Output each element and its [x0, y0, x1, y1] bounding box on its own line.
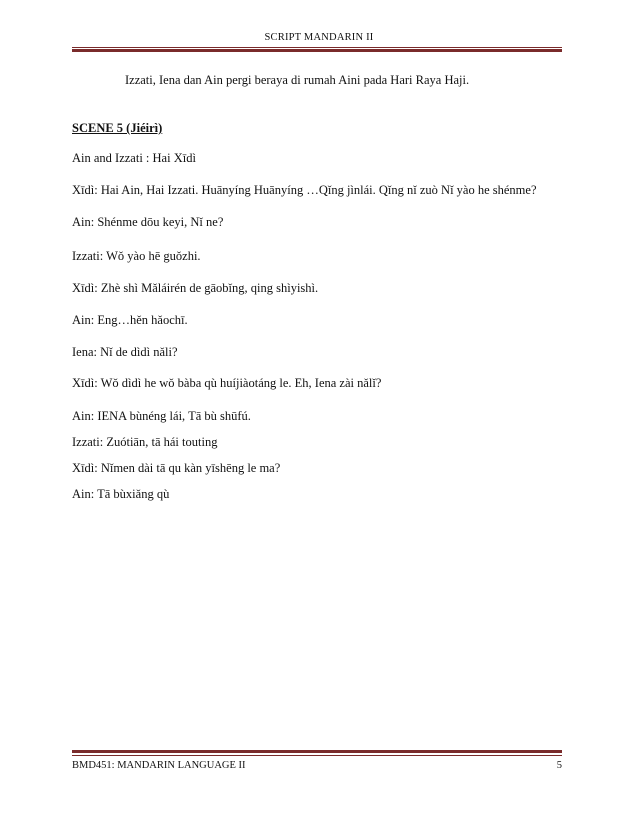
- dialogue-line: Xīdì: Wǒ dìdì he wǒ bàba qù huíjiàotáng le. Eh, Iena zài nǎlǐ?: [72, 376, 382, 390]
- page-number: 5: [556, 760, 562, 771]
- footer-rule-thick: [72, 750, 562, 753]
- dialogue-line: Izzati: Wǒ yào hē guǒzhi.: [72, 249, 201, 263]
- dialogue-line: Ain: Shénme dōu keyi, Nǐ ne?: [72, 215, 224, 229]
- dialogue-line: Xīdì: Nǐmen dài tā qu kàn yīshēng le ma?: [72, 461, 281, 475]
- dialogue-line: Ain: Tā bùxiǎng qù: [72, 487, 170, 501]
- dialogue-line: Xīdì: Zhè shì Mǎláirén de gāobǐng, qing shìyishì.: [72, 281, 319, 295]
- dialogue-line: Ain and Izzati : Hai Xīdì: [72, 151, 196, 165]
- dialogue-line: Iena: Nǐ de dìdì nǎli?: [72, 345, 178, 359]
- header-rule-thin: [72, 47, 562, 48]
- footer-course: BMD451: MANDARIN LANGUAGE II: [72, 760, 246, 771]
- header-title: SCRIPT MANDARIN II: [264, 32, 374, 43]
- scene-heading: SCENE 5 (Jiéirì): [72, 121, 163, 135]
- intro-paragraph: Izzati, Iena dan Ain pergi beraya di rumah Aini pada Hari Raya Haji.: [125, 73, 470, 87]
- dialogue-line: Ain: IENA bùnéng lái, Tā bù shūfú.: [72, 409, 251, 423]
- dialogue-line: Ain: Eng…hěn hǎochī.: [72, 313, 188, 327]
- dialogue-line: Xīdì: Hai Ain, Hai Izzati. Huānyíng Huānyíng …Qǐng jìnlái. Qǐng nǐ zuò Nǐ yào he shénme?: [72, 183, 537, 197]
- footer-rule-thin: [72, 755, 562, 756]
- dialogue-line: Izzati: Zuótiān, tā hái touting: [72, 435, 218, 449]
- header-rule-thick: [72, 49, 562, 52]
